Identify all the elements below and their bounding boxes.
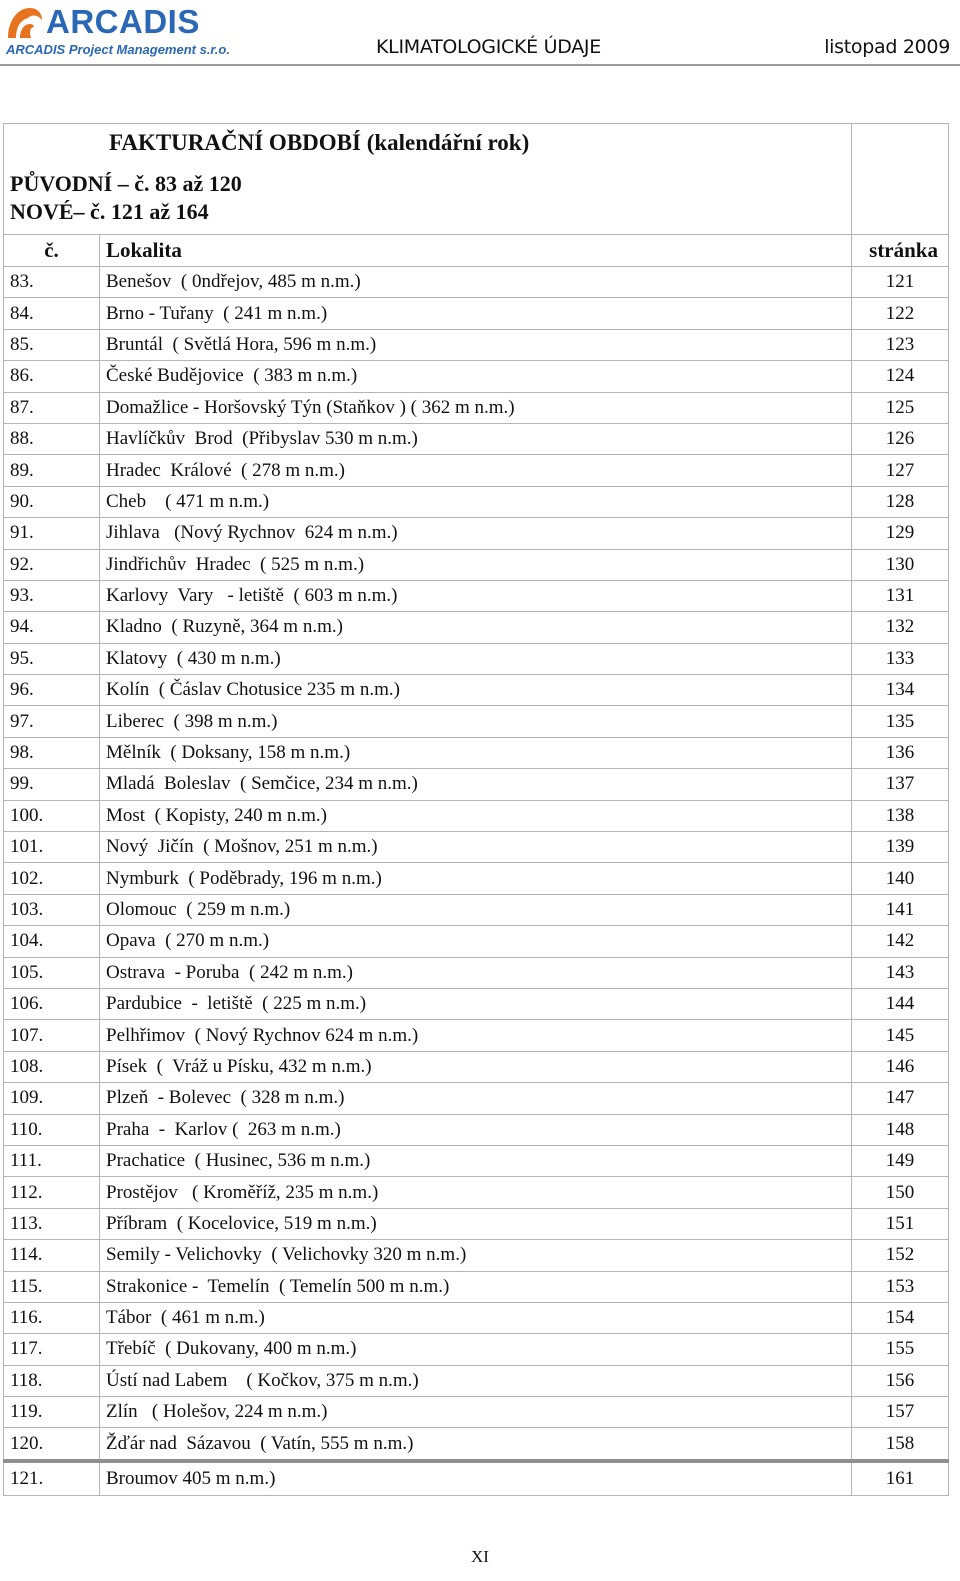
table-row — [4, 675, 949, 706]
page-header — [0, 0, 960, 68]
arcadis-flame-icon — [4, 4, 44, 40]
row-number: 93. — [4, 580, 100, 611]
row-page: 123 — [852, 329, 949, 360]
row-number: 89. — [4, 455, 100, 486]
table-row — [4, 361, 949, 392]
row-locality: Pardubice - letiště ( 225 m n.m.) — [100, 988, 852, 1019]
row-page: 130 — [852, 549, 949, 580]
row-page: 127 — [852, 455, 949, 486]
row-locality: Strakonice - Temelín ( Temelín 500 m n.m.) — [100, 1271, 852, 1302]
table-row — [4, 518, 949, 549]
table-row — [4, 423, 949, 454]
row-locality: Příbram ( Kocelovice, 519 m n.m.) — [100, 1208, 852, 1239]
table-row — [4, 1271, 949, 1302]
row-page: 135 — [852, 706, 949, 737]
row-locality: Plzeň - Bolevec ( 328 m n.m.) — [100, 1083, 852, 1114]
table-row — [4, 1365, 949, 1396]
row-locality: Praha - Karlov ( 263 m n.m.) — [100, 1114, 852, 1145]
row-page: 122 — [852, 298, 949, 329]
table-row — [4, 1240, 949, 1271]
row-page: 121 — [852, 267, 949, 298]
row-number: 102. — [4, 863, 100, 894]
row-page: 143 — [852, 957, 949, 988]
table-row — [4, 392, 949, 423]
logo-wordmark: ARCADIS — [46, 3, 200, 40]
row-page: 158 — [852, 1428, 949, 1461]
row-page: 139 — [852, 832, 949, 863]
row-page: 153 — [852, 1271, 949, 1302]
row-page: 133 — [852, 643, 949, 674]
row-number: 112. — [4, 1177, 100, 1208]
row-number: 109. — [4, 1083, 100, 1114]
row-locality: Ústí nad Labem ( Kočkov, 375 m n.m.) — [100, 1365, 852, 1396]
row-page: 161 — [852, 1461, 949, 1496]
row-locality: Jihlava (Nový Rychnov 624 m n.m.) — [100, 518, 852, 549]
table-row — [4, 863, 949, 894]
table-row — [4, 1114, 949, 1145]
row-number: 113. — [4, 1208, 100, 1239]
table-row — [4, 832, 949, 863]
row-number: 88. — [4, 423, 100, 454]
row-page: 155 — [852, 1334, 949, 1365]
table-row — [4, 737, 949, 768]
row-locality: Zlín ( Holešov, 224 m n.m.) — [100, 1397, 852, 1428]
row-locality: Prachatice ( Husinec, 536 m n.m.) — [100, 1145, 852, 1176]
table-row — [4, 1334, 949, 1365]
row-number: 107. — [4, 1020, 100, 1051]
row-number: 119. — [4, 1397, 100, 1428]
row-locality: Třebíč ( Dukovany, 400 m n.m.) — [100, 1334, 852, 1365]
row-number: 116. — [4, 1302, 100, 1333]
row-page: 125 — [852, 392, 949, 423]
row-number: 117. — [4, 1334, 100, 1365]
row-locality: Karlovy Vary - letiště ( 603 m n.m.) — [100, 580, 852, 611]
row-page: 157 — [852, 1397, 949, 1428]
row-locality: Broumov 405 m n.m.) — [100, 1461, 852, 1496]
column-header-locality: Lokalita — [100, 235, 852, 267]
row-page: 151 — [852, 1208, 949, 1239]
row-number: 96. — [4, 675, 100, 706]
table-row — [4, 894, 949, 925]
table-row — [4, 926, 949, 957]
row-number: 85. — [4, 329, 100, 360]
table-row — [4, 988, 949, 1019]
document-date: listopad 2009 — [824, 36, 950, 58]
row-number: 101. — [4, 832, 100, 863]
table-row — [4, 455, 949, 486]
row-page: 141 — [852, 894, 949, 925]
table-row — [4, 1020, 949, 1051]
row-locality: Klatovy ( 430 m n.m.) — [100, 643, 852, 674]
row-page: 150 — [852, 1177, 949, 1208]
row-number: 99. — [4, 769, 100, 800]
locality-index-table — [3, 123, 949, 1496]
row-locality: Ostrava - Poruba ( 242 m n.m.) — [100, 957, 852, 988]
row-number: 103. — [4, 894, 100, 925]
row-locality: Semily - Velichovky ( Velichovky 320 m n.m.) — [100, 1240, 852, 1271]
row-number: 105. — [4, 957, 100, 988]
row-page: 126 — [852, 423, 949, 454]
row-page: 131 — [852, 580, 949, 611]
row-locality: Opava ( 270 m n.m.) — [100, 926, 852, 957]
table-row — [4, 1302, 949, 1333]
original-range-label: PŮVODNÍ – č. 83 až 120 — [10, 171, 242, 196]
table-row — [4, 957, 949, 988]
table-row — [4, 1145, 949, 1176]
table-row — [4, 643, 949, 674]
table-row — [4, 486, 949, 517]
row-page: 156 — [852, 1365, 949, 1396]
table-row — [4, 1461, 949, 1496]
row-number: 120. — [4, 1428, 100, 1461]
row-locality: Brno - Tuřany ( 241 m n.m.) — [100, 298, 852, 329]
table-title-row — [4, 124, 949, 235]
row-page: 138 — [852, 800, 949, 831]
row-number: 94. — [4, 612, 100, 643]
table-row — [4, 549, 949, 580]
table-row — [4, 580, 949, 611]
row-page: 140 — [852, 863, 949, 894]
page-number: XI — [471, 1547, 489, 1566]
row-number: 115. — [4, 1271, 100, 1302]
row-page: 128 — [852, 486, 949, 517]
row-number: 106. — [4, 988, 100, 1019]
row-locality: Nymburk ( Poděbrady, 196 m n.m.) — [100, 863, 852, 894]
row-locality: Žďár nad Sázavou ( Vatín, 555 m n.m.) — [100, 1428, 852, 1461]
row-number: 90. — [4, 486, 100, 517]
row-page: 147 — [852, 1083, 949, 1114]
row-number: 95. — [4, 643, 100, 674]
row-number: 91. — [4, 518, 100, 549]
row-locality: Kladno ( Ruzyně, 364 m n.m.) — [100, 612, 852, 643]
logo-company-name: ARCADIS Project Management s.r.o. — [6, 42, 230, 57]
row-page: 154 — [852, 1302, 949, 1333]
row-number: 100. — [4, 800, 100, 831]
billing-period-title: FAKTURAČNÍ OBDOBÍ (kalendářní rok) — [109, 130, 530, 155]
row-number: 118. — [4, 1365, 100, 1396]
row-locality: Liberec ( 398 m n.m.) — [100, 706, 852, 737]
row-locality: Mělník ( Doksany, 158 m n.m.) — [100, 737, 852, 768]
table-header-row — [4, 235, 949, 267]
table-row — [4, 1083, 949, 1114]
row-locality: Cheb ( 471 m n.m.) — [100, 486, 852, 517]
column-header-page: stránka — [852, 235, 949, 267]
row-number: 97. — [4, 706, 100, 737]
row-locality: Bruntál ( Světlá Hora, 596 m n.m.) — [100, 329, 852, 360]
row-number: 83. — [4, 267, 100, 298]
row-locality: Prostějov ( Kroměříž, 235 m n.m.) — [100, 1177, 852, 1208]
new-range-label: NOVÉ– č. 121 až 164 — [10, 199, 209, 224]
row-number: 98. — [4, 737, 100, 768]
row-locality: Pelhřimov ( Nový Rychnov 624 m n.m.) — [100, 1020, 852, 1051]
row-number: 84. — [4, 298, 100, 329]
table-row — [4, 1428, 949, 1461]
table-row — [4, 769, 949, 800]
row-page: 124 — [852, 361, 949, 392]
row-page: 146 — [852, 1051, 949, 1082]
table-title-empty-cell — [852, 124, 949, 235]
arcadis-logo — [4, 2, 254, 62]
table-row — [4, 329, 949, 360]
row-page: 148 — [852, 1114, 949, 1145]
row-locality: Tábor ( 461 m n.m.) — [100, 1302, 852, 1333]
row-page: 132 — [852, 612, 949, 643]
row-locality: Nový Jičín ( Mošnov, 251 m n.m.) — [100, 832, 852, 863]
row-page: 137 — [852, 769, 949, 800]
table-row — [4, 298, 949, 329]
row-number: 110. — [4, 1114, 100, 1145]
row-locality: Jindřichův Hradec ( 525 m n.m.) — [100, 549, 852, 580]
document-title: KLIMATOLOGICKÉ ÚDAJE — [376, 36, 601, 58]
row-number: 87. — [4, 392, 100, 423]
column-header-number: č. — [4, 235, 100, 267]
row-locality: Domažlice - Horšovský Týn (Staňkov ) ( 362 m n.m.) — [100, 392, 852, 423]
row-locality: Hradec Králové ( 278 m n.m.) — [100, 455, 852, 486]
row-page: 129 — [852, 518, 949, 549]
row-page: 144 — [852, 988, 949, 1019]
row-number: 111. — [4, 1145, 100, 1176]
row-locality: Benešov ( 0ndřejov, 485 m n.m.) — [100, 267, 852, 298]
row-page: 134 — [852, 675, 949, 706]
table-row — [4, 800, 949, 831]
row-locality: Mladá Boleslav ( Semčice, 234 m n.m.) — [100, 769, 852, 800]
row-locality: Most ( Kopisty, 240 m n.m.) — [100, 800, 852, 831]
row-locality: Olomouc ( 259 m n.m.) — [100, 894, 852, 925]
header-divider — [0, 64, 960, 66]
row-number: 86. — [4, 361, 100, 392]
table-row — [4, 612, 949, 643]
table-row — [4, 706, 949, 737]
row-number: 121. — [4, 1461, 100, 1496]
table-row — [4, 1051, 949, 1082]
row-number: 92. — [4, 549, 100, 580]
table-row — [4, 267, 949, 298]
table-title-cell — [4, 124, 852, 235]
row-locality: České Budějovice ( 383 m n.m.) — [100, 361, 852, 392]
row-number: 108. — [4, 1051, 100, 1082]
table-row — [4, 1208, 949, 1239]
table-row — [4, 1177, 949, 1208]
row-page: 152 — [852, 1240, 949, 1271]
row-page: 149 — [852, 1145, 949, 1176]
table-row — [4, 1397, 949, 1428]
row-locality: Písek ( Vráž u Písku, 432 m n.m.) — [100, 1051, 852, 1082]
row-locality: Havlíčkův Brod (Přibyslav 530 m n.m.) — [100, 423, 852, 454]
row-page: 136 — [852, 737, 949, 768]
row-number: 104. — [4, 926, 100, 957]
row-page: 142 — [852, 926, 949, 957]
row-number: 114. — [4, 1240, 100, 1271]
row-locality: Kolín ( Čáslav Chotusice 235 m n.m.) — [100, 675, 852, 706]
row-page: 145 — [852, 1020, 949, 1051]
